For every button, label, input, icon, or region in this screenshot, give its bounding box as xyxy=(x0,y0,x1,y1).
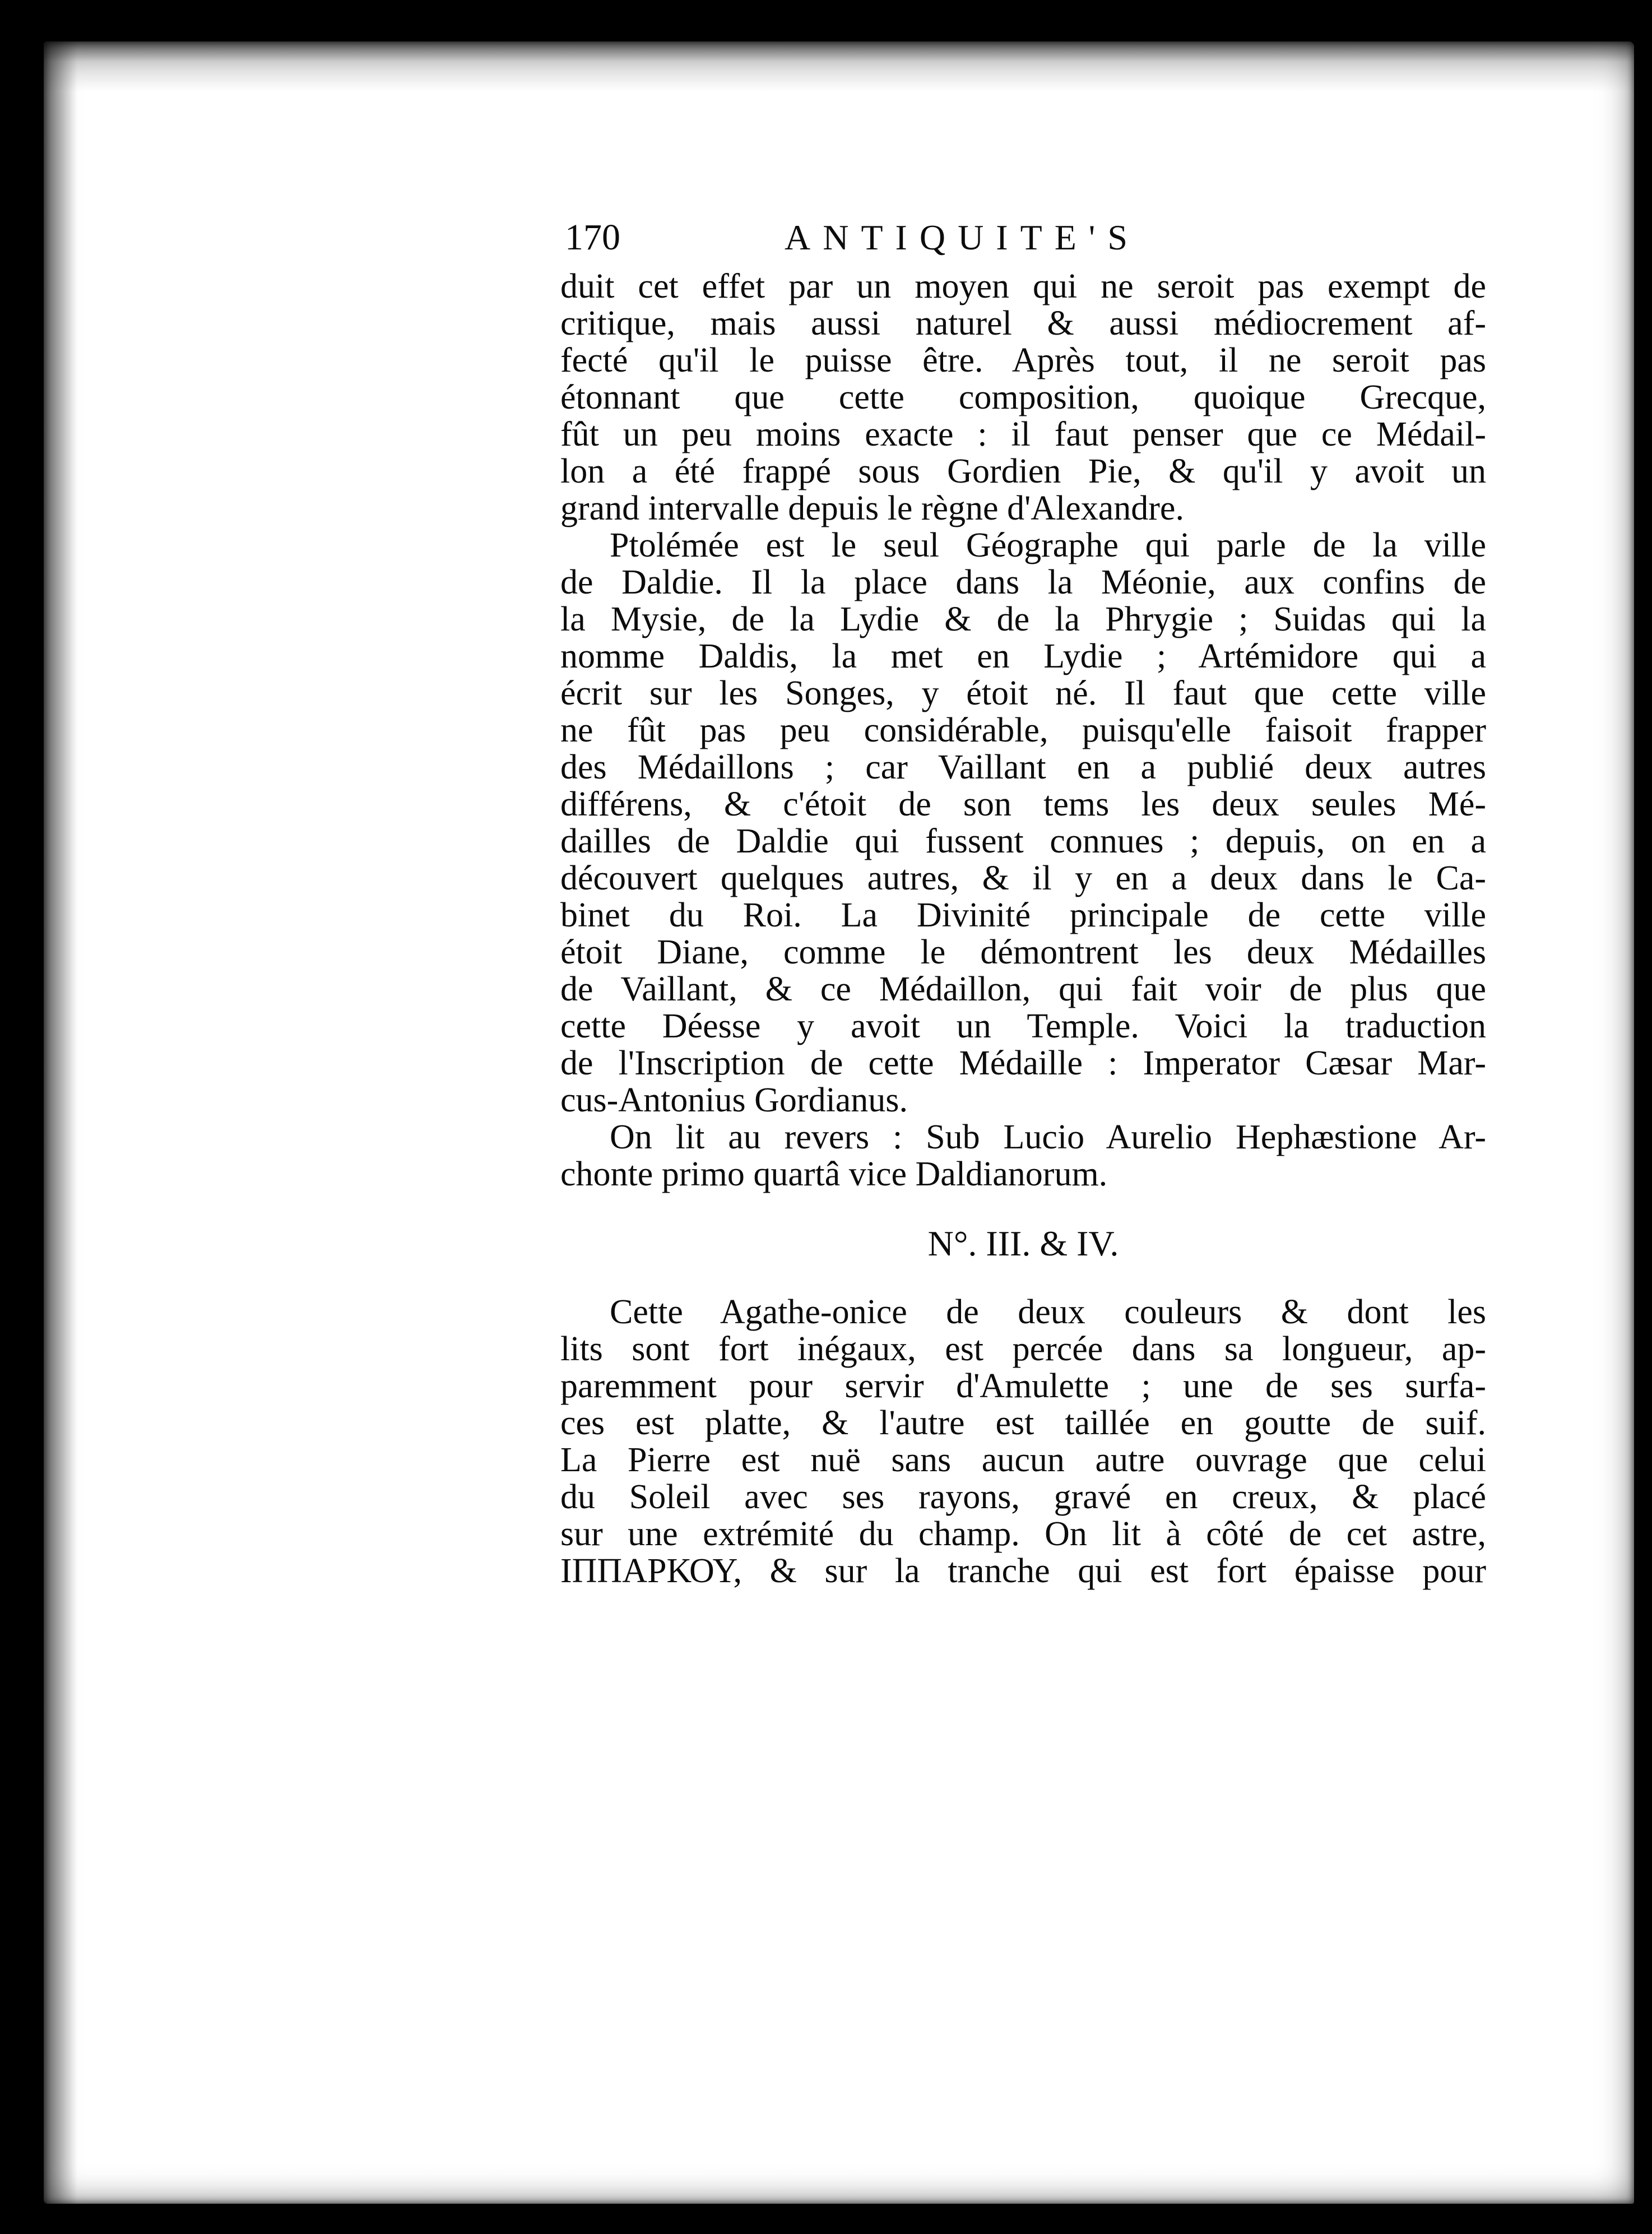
text-line: grand intervalle depuis le règne d'Alexandre. xyxy=(560,489,1184,527)
text-line: lon a été frappé sous Gordien Pie, & qu'il y avoit un xyxy=(560,452,1486,490)
text-line: écrit sur les Songes, y étoit né. Il faut que cette ville xyxy=(560,674,1486,712)
text-line: ne fût pas peu considérable, puisqu'elle faisoit frapper xyxy=(560,711,1486,749)
text-line: fecté qu'il le puisse être. Après tout, il ne seroit pas xyxy=(560,341,1486,379)
text-line: de Vaillant, & ce Médaillon, qui fait voir de plus que xyxy=(560,970,1486,1008)
text-line: paremment pour servir d'Amulette ; une de ses surfa- xyxy=(560,1367,1486,1405)
text-line: sur une extrémité du champ. On lit à côté de cet astre, xyxy=(560,1515,1486,1553)
text-line: nomme Daldis, la met en Lydie ; Artémidore qui a xyxy=(560,637,1486,675)
text-line: étoit Diane, comme le démontrent les deux Médailles xyxy=(560,933,1486,971)
text-line: duit cet effet par un moyen qui ne seroit pas exempt de xyxy=(560,267,1486,305)
paragraph-2 xyxy=(560,527,1486,1119)
text-line: découvert quelques autres, & il y en a deux dans le Ca- xyxy=(560,859,1486,897)
text-line: Ptolémée est le seul Géographe qui parle de la ville xyxy=(610,526,1486,564)
paragraph-3 xyxy=(560,1119,1486,1193)
text-block xyxy=(560,210,1486,1589)
section-paragraph xyxy=(560,1294,1486,1589)
text-line: cette Déesse y avoit un Temple. Voici la traduction xyxy=(560,1007,1486,1045)
text-line: Cette Agathe-onice de deux couleurs & dont les xyxy=(610,1293,1486,1331)
text-line: cus-Antonius Gordianus. xyxy=(560,1081,908,1119)
text-line: chonte primo quartâ vice Daldianorum. xyxy=(560,1155,1108,1193)
text-line: On lit au revers : Sub Lucio Aurelio Hephæstione Ar- xyxy=(610,1118,1486,1156)
text-line: La Pierre est nuë sans aucun autre ouvrage que celui xyxy=(560,1441,1486,1479)
text-line: ΙΠΠΑΡΚΟΥ, & sur la tranche qui est fort épaisse pour xyxy=(560,1552,1486,1590)
running-title: ANTIQUITE'S xyxy=(785,217,1140,257)
text-line: différens, & c'étoit de son tems les deux seules Mé- xyxy=(560,785,1486,823)
text-line: ces est platte, & l'autre est taillée en goutte de suif. xyxy=(560,1404,1486,1442)
text-line: lits sont fort inégaux, est percée dans sa longueur, ap- xyxy=(560,1330,1486,1368)
text-line: du Soleil avec ses rayons, gravé en creux, & placé xyxy=(560,1478,1486,1516)
text-line: la Mysie, de la Lydie & de la Phrygie ; Suidas qui la xyxy=(560,600,1486,638)
page-number: 170 xyxy=(565,217,620,258)
paragraph-1 xyxy=(560,268,1486,527)
text-line: critique, mais aussi naturel & aussi médiocrement af- xyxy=(560,304,1486,342)
section-heading: N°. III. & IV. xyxy=(927,1223,1119,1263)
text-line: dailles de Daldie qui fussent connues ; depuis, on en a xyxy=(560,822,1486,860)
running-head xyxy=(560,210,1486,266)
text-line: binet du Roi. La Divinité principale de cette ville xyxy=(560,896,1486,934)
text-line: des Médaillons ; car Vaillant en a publié deux autres xyxy=(560,748,1486,786)
text-line: de Daldie. Il la place dans la Méonie, aux confins de xyxy=(560,563,1486,601)
text-line: étonnant que cette composition, quoique Grecque, xyxy=(560,378,1486,416)
scanned-page xyxy=(44,41,1634,2204)
text-line: fût un peu moins exacte : il faut penser que ce Médail- xyxy=(560,415,1486,453)
text-line: de l'Inscription de cette Médaille : Imperator Cæsar Mar- xyxy=(560,1044,1486,1082)
